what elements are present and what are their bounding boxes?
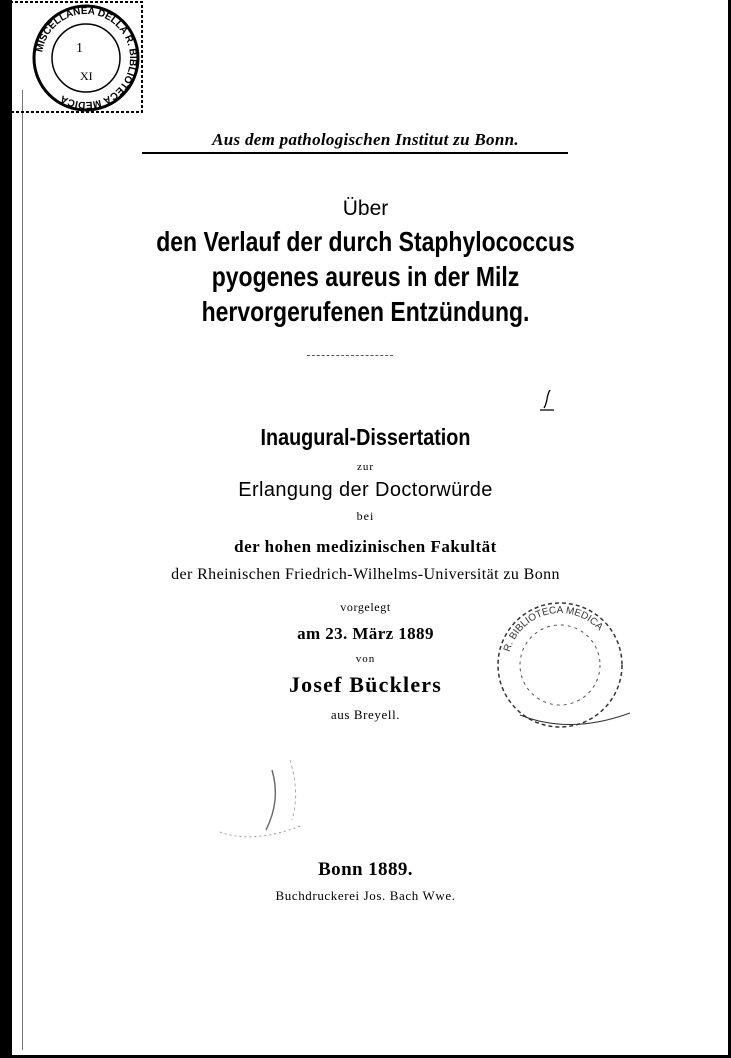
presentation-date: am 23. März 1889 [297, 624, 434, 643]
stamp-right-text: R. BIBLIOTECA MEDICA [501, 604, 606, 654]
faculty-text: der hohen medizinischen Fakultät [234, 537, 497, 556]
title-line-3: hervorgerufenen Entzündung. [201, 296, 530, 327]
header-rule [142, 152, 568, 154]
von-text: von [355, 653, 376, 665]
institute-line: Aus dem pathologischen Institut zu Bonn. [212, 130, 519, 149]
separator-rule [307, 355, 393, 356]
library-stamp-top-left [8, 0, 148, 118]
title-line-2: pyogenes aureus in der Milz [211, 261, 520, 292]
svg-text:XI: XI [80, 69, 93, 83]
svg-text:1: 1 [76, 41, 83, 56]
imprint-printer: Buchdruckerei Jos. Bach Wwe. [275, 888, 456, 903]
purpose-text: Erlangung der Doctorwürde [238, 479, 493, 501]
stamp-top-left-text: MISCELLANEA DELLA R. BIBLIOTECA MEDICA [34, 5, 139, 111]
bei-text: bei [356, 509, 375, 523]
imprint-place-year: Bonn 1889. [318, 859, 413, 880]
title-line-1: den Verlauf der durch Staphylococcus [156, 226, 575, 257]
university-text: der Rheinischen Friedrich-Wilhelms-Universität zu Bonn [171, 566, 560, 583]
dissertation-heading: Inaugural-Dissertation [260, 424, 471, 450]
faint-bleed-through-marks [200, 750, 340, 860]
author-origin: aus Breyell. [330, 707, 401, 722]
library-stamp-right [480, 595, 640, 735]
vorgelegt-text: vorgelegt [340, 600, 391, 614]
zur-text: zur [356, 461, 375, 473]
title-prefix: Über [342, 197, 389, 220]
handwritten-mark [538, 388, 558, 414]
author-name: Josef Bücklers [288, 672, 443, 697]
